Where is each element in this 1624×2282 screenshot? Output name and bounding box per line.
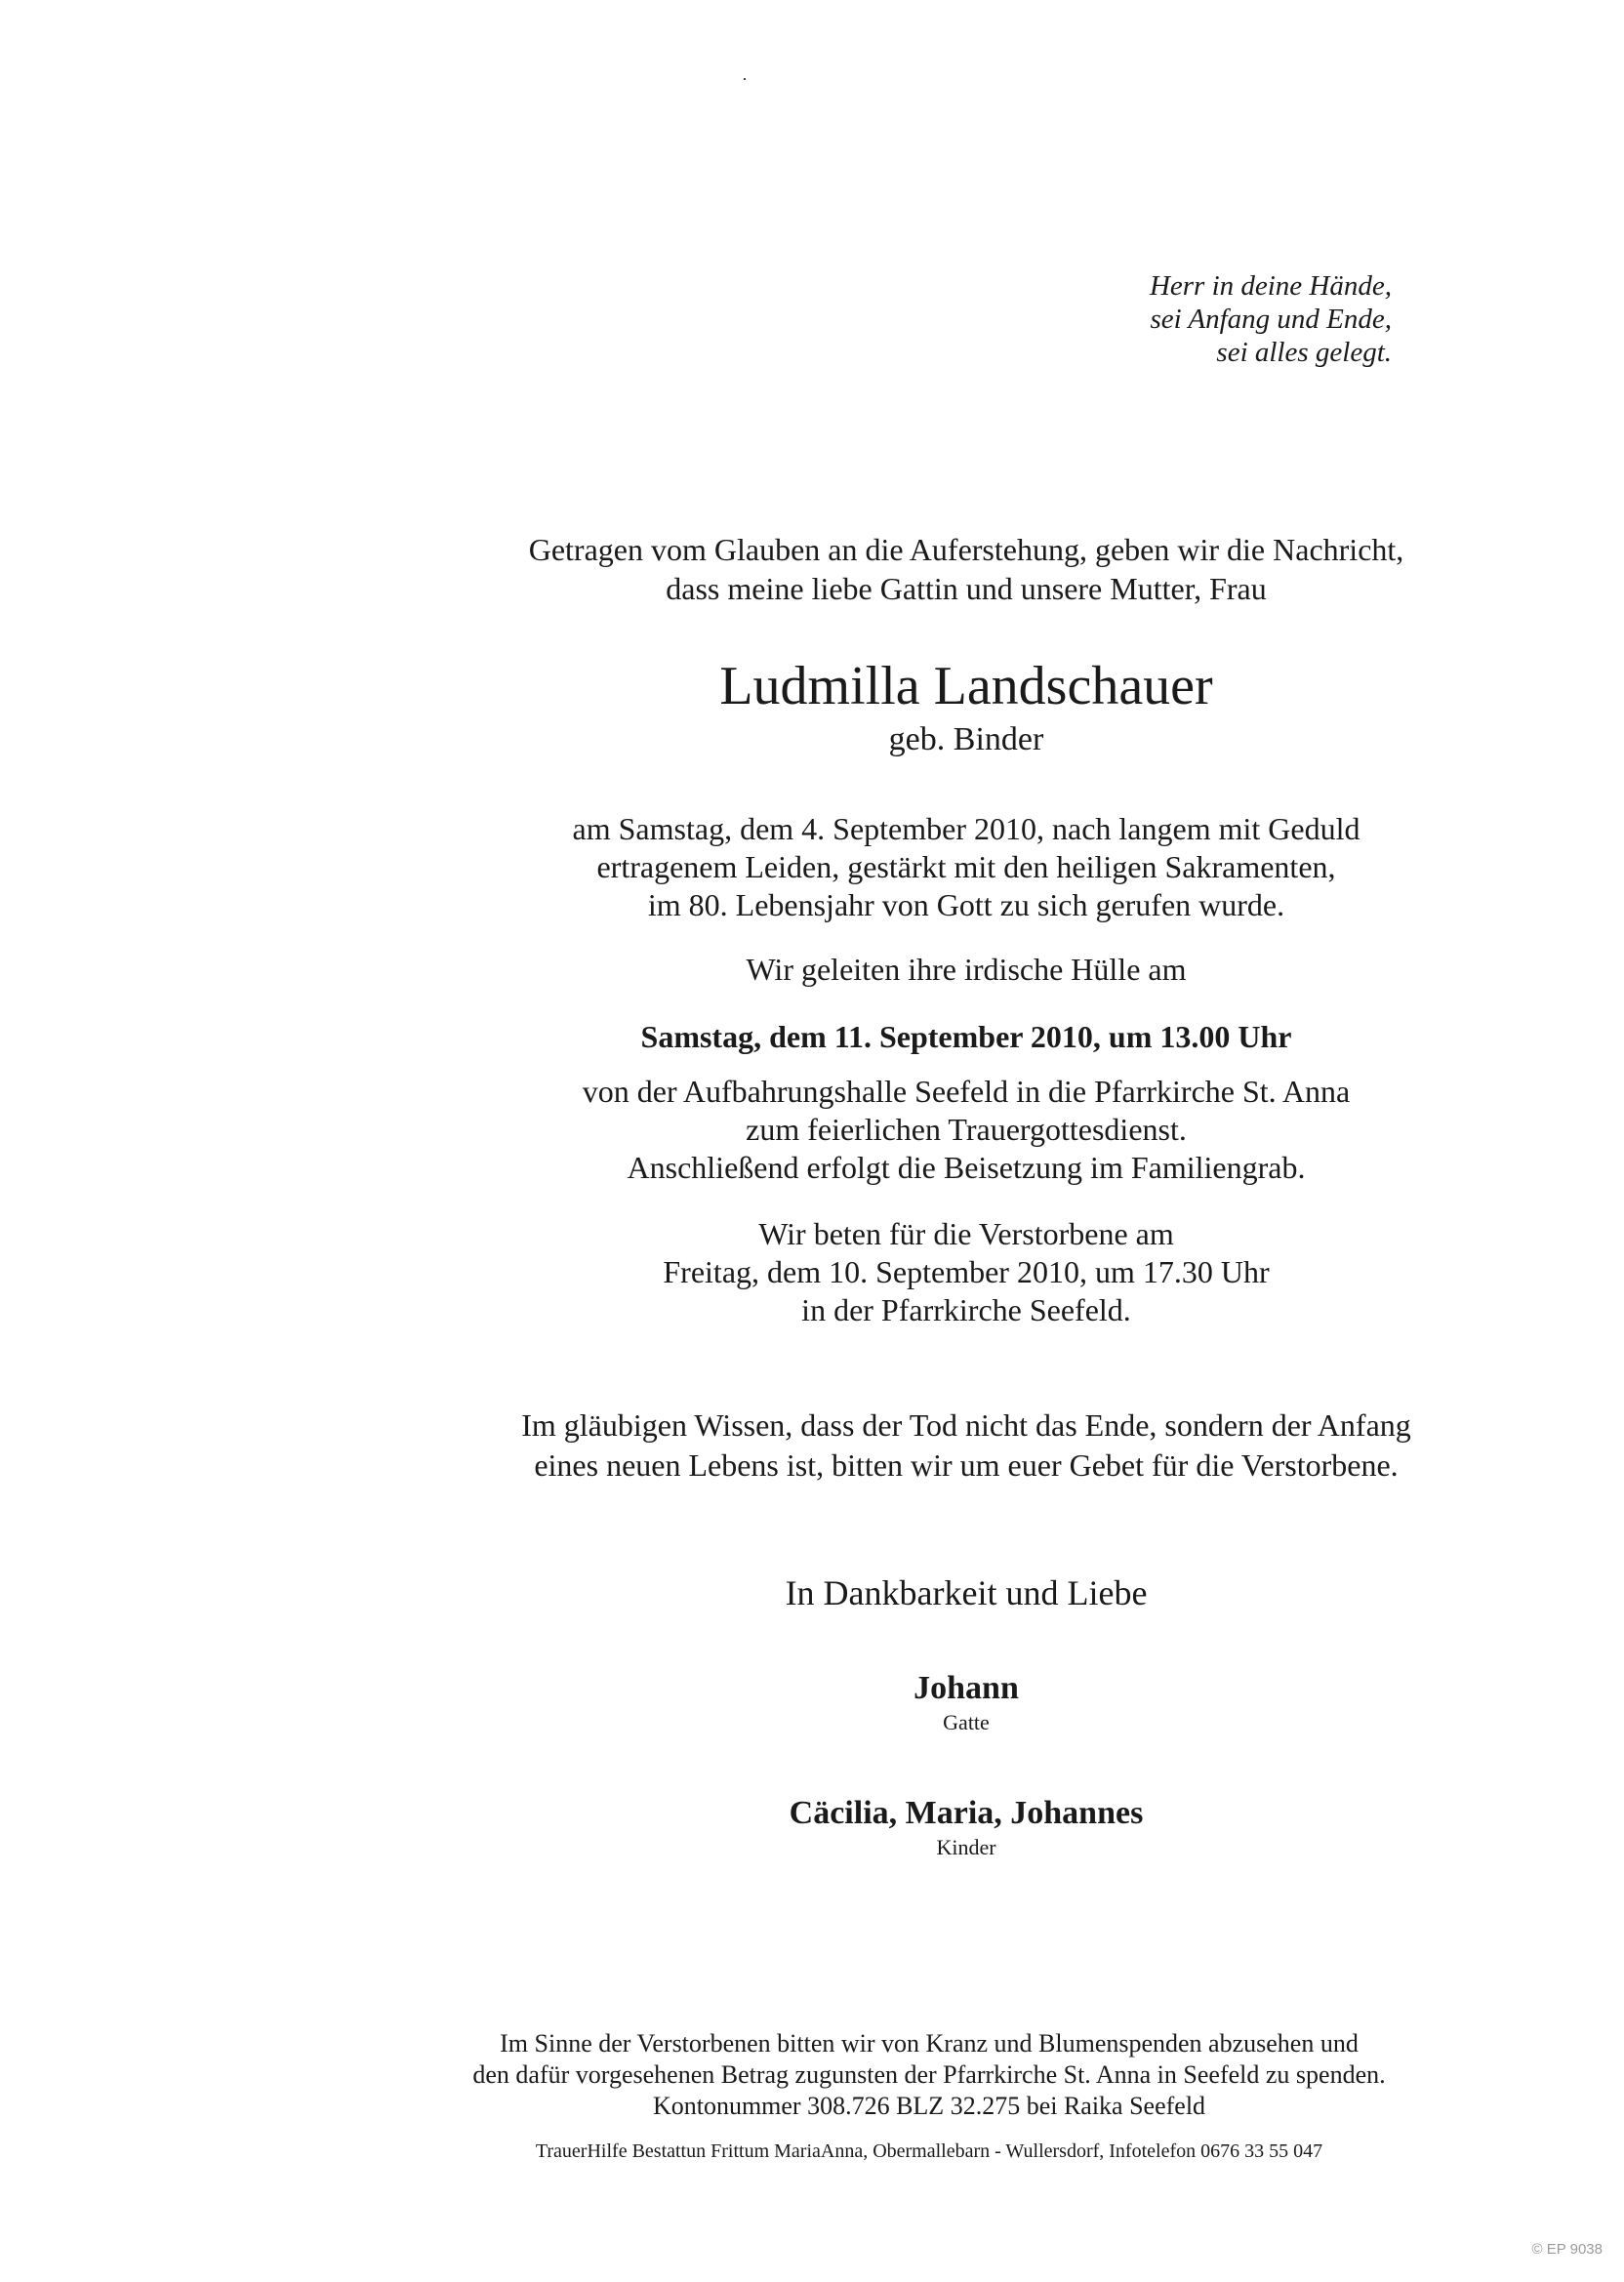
death-line: ertragenem Leiden, gestärkt mit den heiligen Sakramenten, [596, 849, 1336, 884]
funeral-home-footer: TrauerHilfe Bestattun Frittum MariaAnna, Obermallebarn - Wullersdorf, Infotelefon 0676 33 55 047 [535, 2140, 1323, 2162]
faith-line: Im gläubigen Wissen, dass der Tod nicht das Ende, sondern der Anfang [521, 1407, 1411, 1443]
donation-line: Im Sinne der Verstorbenen bitten wir von Kranz und Blumenspenden abzusehen und [500, 2029, 1359, 2058]
procession-line: zum feierlichen Trauergottesdienst. [746, 1112, 1187, 1147]
faith-statement [521, 1406, 1411, 1486]
print-code: © EP 9038 [1531, 2241, 1603, 2258]
verse-line: Herr in deine Hände, [1149, 270, 1392, 302]
donation-line: den dafür vorgesehenen Betrag zugunsten der Pfarrkirche St. Anna in Seefeld zu spenden. [472, 2060, 1386, 2089]
verse-line: sei alles gelegt. [1216, 337, 1392, 368]
faith-line: eines neuen Lebens ist, bitten wir um euer Gebet für die Verstorbene. [534, 1447, 1399, 1483]
thanks-line: In Dankbarkeit und Liebe [785, 1573, 1148, 1612]
prayer-text [663, 1215, 1269, 1329]
procession-text [583, 1073, 1350, 1187]
death-line: am Samstag, dem 4. September 2010, nach langem mit Geduld [572, 811, 1360, 846]
maiden-name: geb. Binder [888, 721, 1044, 757]
death-line: im 80. Lebensjahr von Gott zu sich gerufen wurde. [647, 887, 1285, 922]
intro-text [529, 530, 1404, 608]
prayer-line: Freitag, dem 10. September 2010, um 17.30 Uhr [663, 1254, 1270, 1289]
bible-verse [1150, 269, 1392, 369]
intro-line: Getragen vom Glauben an die Auferstehung, geben wir die Nachricht, [528, 532, 1404, 567]
donation-request [472, 2028, 1385, 2122]
funeral-datetime: Samstag, dem 11. September 2010, um 13.00 Uhr [640, 1019, 1292, 1054]
procession-line: von der Aufbahrungshalle Seefeld in die Pfarrkirche St. Anna [582, 1074, 1351, 1109]
prayer-line: Wir beten für die Verstorbene am [758, 1216, 1174, 1251]
death-notice [573, 810, 1360, 924]
prayer-line: in der Pfarrkirche Seefeld. [801, 1292, 1131, 1327]
mourner-relation: Gatte [943, 1710, 990, 1734]
deceased-name: Ludmilla Landschauer [719, 656, 1213, 716]
donation-line: Kontonummer 308.726 BLZ 32.275 bei Raika Seefeld [652, 2092, 1206, 2120]
mourner-name: Johann [914, 1670, 1019, 1706]
intro-line: dass meine liebe Gattin und unsere Mutter, Frau [666, 571, 1267, 606]
procession-line: Anschließend erfolgt die Beisetzung im Familiengrab. [627, 1150, 1306, 1185]
mourner-name: Cäcilia, Maria, Johannes [789, 1795, 1144, 1831]
verse-line: sei Anfang und Ende, [1150, 304, 1392, 335]
mourner-relation: Kinder [936, 1835, 996, 1859]
scan-speck [744, 78, 746, 80]
escort-text: Wir geleiten ihre irdische Hülle am [746, 952, 1187, 987]
